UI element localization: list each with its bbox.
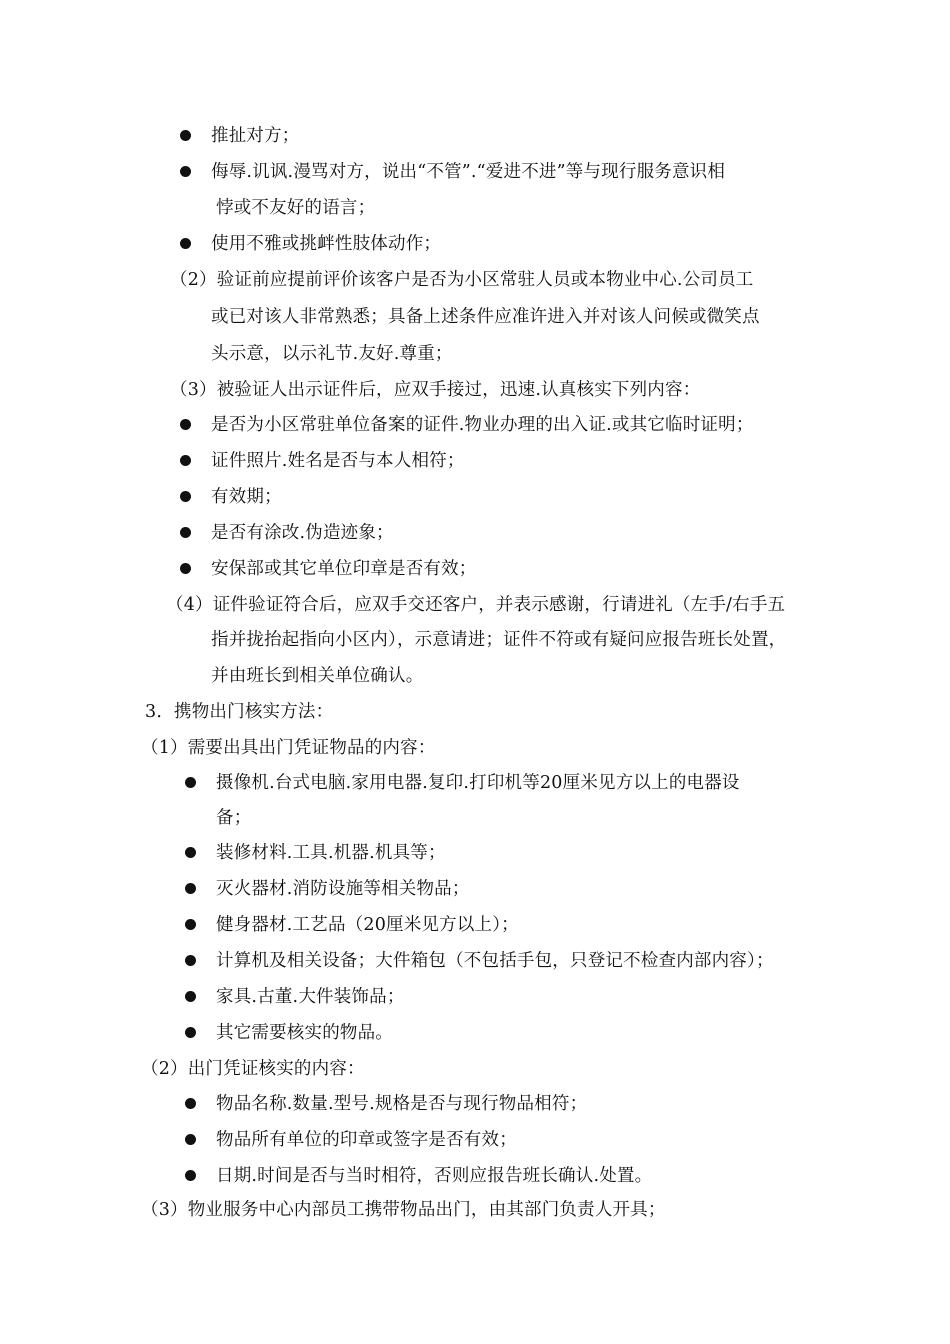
bullet-icon [185,1170,196,1181]
paragraph-item-2-cont: 或已对该人非常熟悉；具备上述条件应准许进入并对该人问候或微笑点 [211,307,760,327]
bullet-icon [180,166,191,177]
bullet-text: 证件照片.姓名是否与本人相符； [211,451,465,471]
bullet-text: 家具.古董.大件装饰品； [216,987,405,1007]
bullet-icon [185,991,196,1002]
bullet-text: 物品所有单位的印章或签字是否有效； [216,1130,517,1150]
bullet-icon [185,1098,196,1109]
paragraph-item-2-cont: 头示意，以示礼节.友好.尊重； [211,344,453,364]
section-heading: 3．携物出门核实方法： [145,702,334,722]
bullet-text: 物品名称.数量.型号.规格是否与现行物品相符； [216,1094,588,1114]
subsection-title: （1）需要出具出门凭证物品的内容： [141,738,436,758]
bullet-text: 其它需要核实的物品。 [216,1023,393,1043]
bullet-icon [185,955,196,966]
bullet-icon [180,563,191,574]
bullet-text: 健身器材.工艺品（20厘米见方以上）； [216,915,519,935]
paragraph-item-4: （4）证件验证符合后，应双手交还客户，并表示感谢，行请进礼（左手/右手五 [166,595,786,615]
bullet-text: 推扯对方； [211,126,300,146]
bullet-icon [185,1134,196,1145]
bullet-text: 是否为小区常驻单位备案的证件.物业办理的出入证.或其它临时证明； [211,415,754,435]
bullet-text: 是否有涂改.伪造迹象； [211,523,394,543]
bullet-text: 有效期； [211,487,282,507]
bullet-text: 侮辱.讥讽.漫骂对方，说出“不管”.“爱进不进”等与现行服务意识相 [211,162,726,182]
bullet-text: 日期.时间是否与当时相符，否则应报告班长确认.处置。 [216,1166,653,1186]
bullet-text: 安保部或其它单位印章是否有效； [211,559,477,579]
bullet-text: 使用不雅或挑衅性肢体动作； [211,234,442,254]
bullet-icon [185,883,196,894]
paragraph-item-4-cont: 并由班长到相关单位确认。 [211,666,424,686]
bullet-text: 摄像机.台式电脑.家用电器.复印.打印机等20厘米见方以上的电器设 [216,773,740,793]
paragraph-item-4-cont: 指并拢抬起指向小区内），示意请进；证件不符或有疑问应报告班长处置， [211,630,787,650]
bullet-text: 计算机及相关设备；大件箱包（不包括手包，只登记不检查内部内容）； [216,951,774,971]
bullet-text: 装修材料.工具.机器.机具等； [216,843,446,863]
bullet-icon [180,455,191,466]
bullet-text-continuation: 悖或不友好的语言； [216,198,376,218]
bullet-icon [185,919,196,930]
bullet-text: 灭火器材.消防设施等相关物品； [216,879,470,899]
paragraph-item-2: （2）验证前应提前评价该客户是否为小区常驻人员或本物业中心.公司员工 [170,270,754,290]
paragraph-item-3: （3）被验证人出示证件后，应双手接过，迅速.认真核实下列内容： [170,380,701,400]
bullet-icon [180,419,191,430]
bullet-text-continuation: 备； [216,808,252,828]
bullet-icon [185,1027,196,1038]
bullet-icon [180,130,191,141]
bullet-icon [185,777,196,788]
subsection-title: （2）出门凭证核实的内容： [141,1059,365,1079]
bullet-icon [185,847,196,858]
subsection-title: （3）物业服务中心内部员工携带物品出门，由其部门负责人开具； [141,1200,666,1220]
bullet-icon [180,527,191,538]
bullet-icon [180,238,191,249]
bullet-icon [180,491,191,502]
